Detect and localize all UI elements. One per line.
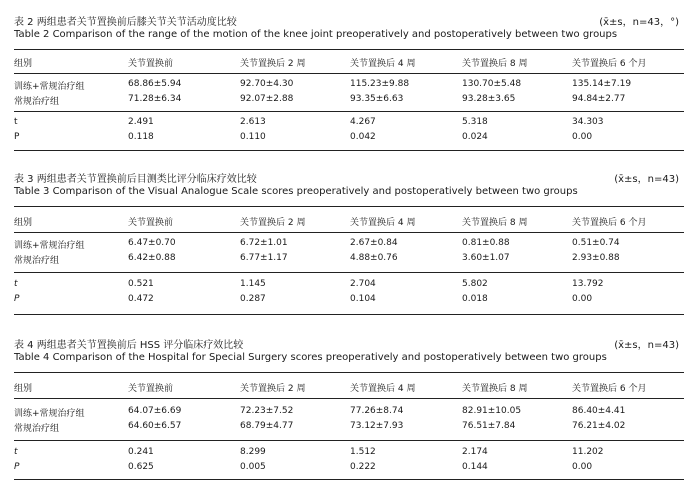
table-cell: 0.00 <box>572 132 593 142</box>
table-cell: 13.792 <box>572 279 604 289</box>
header-cell: 关节置换后 4 周 <box>350 218 416 228</box>
table-title-cn: 表 3 两组患者关节置换前后目测类比评分临床疗效比较 <box>14 174 257 185</box>
stat-label-p: P <box>14 132 20 142</box>
bottom-rule <box>14 150 684 151</box>
header-cell: 关节置换后 4 周 <box>350 384 416 394</box>
top-rule <box>14 372 684 373</box>
table-cell: 2.93±0.88 <box>572 253 620 263</box>
table-cell: 130.70±5.48 <box>462 79 522 89</box>
table-cell: 0.472 <box>128 294 154 304</box>
table-cell: 1.145 <box>240 279 266 289</box>
table-cell: 86.40±4.41 <box>572 406 626 416</box>
table-cell: 64.07±6.69 <box>128 406 182 416</box>
table-cell: 92.70±4.30 <box>240 79 294 89</box>
header-cell: 关节置换前 <box>128 59 174 69</box>
top-rule <box>14 206 684 207</box>
table-stats-note: (x̄±s，n=43) <box>614 174 679 185</box>
header-cell: 组别 <box>14 384 33 394</box>
table-row <box>0 294 699 307</box>
header-cell: 关节置换后 6 个月 <box>572 384 647 394</box>
table-cell: 34.303 <box>572 117 604 127</box>
group-label: 常规治疗组 <box>14 424 60 434</box>
table-cell: 135.14±7.19 <box>572 79 632 89</box>
stat-label-p: P <box>14 462 20 472</box>
header-cell: 关节置换前 <box>128 384 174 394</box>
table-title-en: Table 2 Comparison of the range of the motion of the knee joint preoperatively and postoperatively between two groups <box>14 29 618 40</box>
bottom-rule <box>14 314 684 315</box>
table-row <box>0 462 699 475</box>
section-rule <box>14 111 684 112</box>
header-cell: 关节置换前 <box>128 218 174 228</box>
table-row <box>0 238 699 251</box>
table-cell: 4.267 <box>350 117 376 127</box>
table-cell: 2.704 <box>350 279 376 289</box>
table-cell: 93.28±3.65 <box>462 94 516 104</box>
table-row <box>0 79 699 92</box>
table-cell: 0.144 <box>462 462 488 472</box>
bottom-rule <box>14 479 684 480</box>
table-cell: 0.024 <box>462 132 488 142</box>
table-cell: 64.60±6.57 <box>128 421 182 431</box>
table-cell: 6.77±1.17 <box>240 253 288 263</box>
table-cell: 5.802 <box>462 279 488 289</box>
table-cell: 6.72±1.01 <box>240 238 288 248</box>
header-cell: 关节置换后 2 周 <box>240 218 306 228</box>
table-cell: 73.12±7.93 <box>350 421 404 431</box>
section-rule <box>14 272 684 273</box>
header-rule <box>14 398 684 399</box>
header-cell: 关节置换后 4 周 <box>350 59 416 69</box>
table-cell: 94.84±2.77 <box>572 94 626 104</box>
header-cell: 组别 <box>14 59 33 69</box>
table-cell: 3.60±1.07 <box>462 253 510 263</box>
table-row <box>0 447 699 460</box>
stat-label-t: t <box>14 447 18 457</box>
top-rule <box>14 49 684 50</box>
header-rule <box>14 232 684 233</box>
table-cell: 0.018 <box>462 294 488 304</box>
table-cell: 11.202 <box>572 447 604 457</box>
header-cell: 关节置换后 8 周 <box>462 59 528 69</box>
table-cell: 77.26±8.74 <box>350 406 404 416</box>
table-cell: 8.299 <box>240 447 266 457</box>
table-cell: 6.47±0.70 <box>128 238 176 248</box>
stat-label-t: t <box>14 117 18 127</box>
header-cell: 关节置换后 2 周 <box>240 59 306 69</box>
table-cell: 76.21±4.02 <box>572 421 626 431</box>
header-cell: 关节置换后 2 周 <box>240 384 306 394</box>
table-cell: 5.318 <box>462 117 488 127</box>
table-cell: 93.35±6.63 <box>350 94 404 104</box>
table-cell: 0.00 <box>572 462 593 472</box>
table-cell: 72.23±7.52 <box>240 406 294 416</box>
table-cell: 82.91±10.05 <box>462 406 522 416</box>
group-label: 训练+常规治疗组 <box>14 241 85 251</box>
table-row <box>0 253 699 266</box>
header-row <box>0 381 699 394</box>
table-cell: 0.00 <box>572 294 593 304</box>
table-row <box>0 421 699 434</box>
table-cell: 0.110 <box>240 132 266 142</box>
table-cell: 1.512 <box>350 447 376 457</box>
header-row <box>0 215 699 228</box>
header-cell: 关节置换后 6 个月 <box>572 59 647 69</box>
table-cell: 0.287 <box>240 294 266 304</box>
table-cell: 0.241 <box>128 447 154 457</box>
table-cell: 2.174 <box>462 447 488 457</box>
table-cell: 92.07±2.88 <box>240 94 294 104</box>
table-cell: 0.118 <box>128 132 154 142</box>
stat-label-p: P <box>14 294 20 304</box>
table-title-en: Table 3 Comparison of the Visual Analogue Scale scores preoperatively and postoperatively between two groups <box>14 186 578 197</box>
table-title-cn: 表 4 两组患者关节置换前后 HSS 评分临床疗效比较 <box>14 340 244 351</box>
table-row <box>0 406 699 419</box>
table-cell: 0.51±0.74 <box>572 238 620 248</box>
table-cell: 0.042 <box>350 132 376 142</box>
table-cell: 0.81±0.88 <box>462 238 510 248</box>
stat-label-t: t <box>14 279 18 289</box>
table-row <box>0 117 699 130</box>
header-cell: 关节置换后 6 个月 <box>572 218 647 228</box>
header-cell: 组别 <box>14 218 33 228</box>
table-title-en: Table 4 Comparison of the Hospital for Special Surgery scores preoperatively and postoperatively between two groups <box>14 352 607 363</box>
table-cell: 115.23±9.88 <box>350 79 410 89</box>
table-row <box>0 279 699 292</box>
table-stats-note: (x̄±s，n=43) <box>614 340 679 351</box>
table-title-cn: 表 2 两组患者关节置换前后膝关节关节活动度比较 <box>14 17 237 28</box>
group-label: 训练+常规治疗组 <box>14 409 85 419</box>
table-cell: 76.51±7.84 <box>462 421 516 431</box>
table-cell: 68.86±5.94 <box>128 79 182 89</box>
table-cell: 68.79±4.77 <box>240 421 294 431</box>
table-cell: 0.521 <box>128 279 154 289</box>
header-cell: 关节置换后 8 周 <box>462 384 528 394</box>
header-cell: 关节置换后 8 周 <box>462 218 528 228</box>
header-row <box>0 56 699 69</box>
table-cell: 71.28±6.34 <box>128 94 182 104</box>
table-cell: 4.88±0.76 <box>350 253 398 263</box>
table-row <box>0 132 699 145</box>
header-rule <box>14 73 684 74</box>
group-label: 常规治疗组 <box>14 97 60 107</box>
table-cell: 2.67±0.84 <box>350 238 398 248</box>
table-cell: 2.491 <box>128 117 154 127</box>
table-cell: 0.104 <box>350 294 376 304</box>
table-cell: 0.625 <box>128 462 154 472</box>
table-cell: 2.613 <box>240 117 266 127</box>
table-cell: 6.42±0.88 <box>128 253 176 263</box>
section-rule <box>14 440 684 441</box>
table-row <box>0 94 699 107</box>
group-label: 训练+常规治疗组 <box>14 82 85 92</box>
group-label: 常规治疗组 <box>14 256 60 266</box>
table-cell: 0.222 <box>350 462 376 472</box>
table-stats-note: (x̄±s，n=43，°) <box>599 17 679 28</box>
table-cell: 0.005 <box>240 462 266 472</box>
